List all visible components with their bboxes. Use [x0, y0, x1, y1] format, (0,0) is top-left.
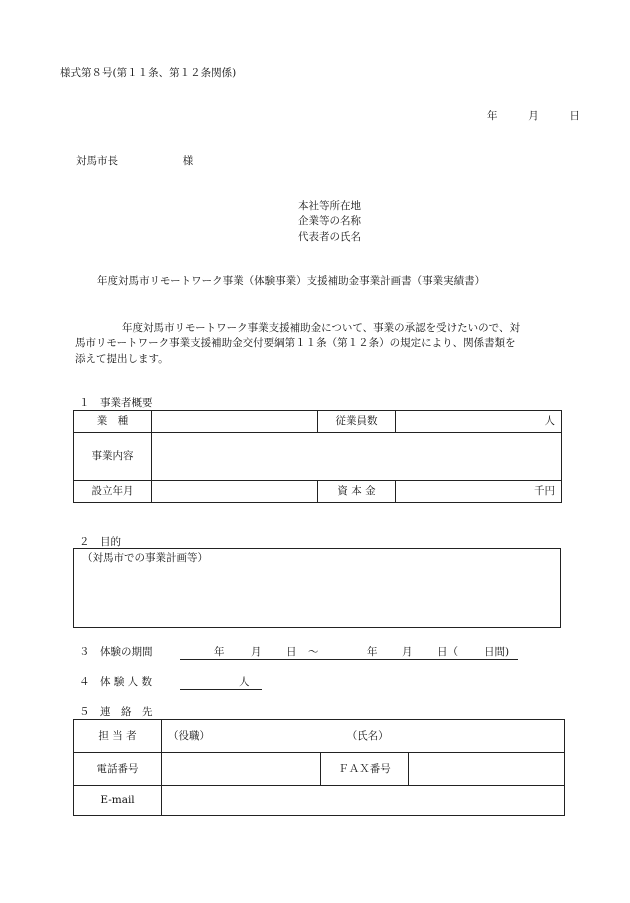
fax-field[interactable] — [409, 753, 565, 786]
section1-heading: １ 事業者概要 — [79, 397, 153, 409]
purpose-hint: （対馬市での事業計画等） — [82, 552, 208, 564]
contact-person-field[interactable] — [162, 720, 565, 753]
applicant-company-label: 企業等の名称 — [298, 215, 361, 227]
contact-person-label: 担 当 者 — [74, 720, 162, 753]
industry-field[interactable] — [152, 411, 318, 433]
addressee-honorific: 様 — [182, 155, 194, 167]
applicant-representative-label: 代表者の氏名 — [298, 231, 361, 243]
section5-heading: ５ 連 絡 先 — [79, 706, 153, 718]
period-from-month: 月 — [251, 646, 262, 658]
employees-field[interactable] — [396, 411, 562, 433]
period-to-year: 年 — [367, 646, 378, 658]
addressee-name: 対馬市長 — [76, 155, 118, 167]
fax-label: ＦＡＸ番号 — [321, 753, 409, 786]
period-to-month: 月 — [402, 646, 413, 658]
period-to-day: 日（ — [437, 646, 458, 658]
business-content-label: 事業内容 — [74, 433, 152, 481]
capital-label: 資 本 金 — [318, 481, 396, 503]
purpose-field[interactable] — [73, 548, 561, 628]
period-from-day: 日 — [286, 646, 297, 658]
participants-unit: 人 — [239, 676, 250, 688]
body-paragraph — [75, 321, 573, 367]
employees-unit: 人 — [544, 415, 555, 428]
email-field[interactable] — [162, 786, 565, 816]
email-label: E-mail — [74, 786, 162, 816]
period-tilde: ～ — [308, 646, 319, 658]
capital-unit: 千円 — [534, 485, 555, 498]
position-label: （役職） — [168, 729, 210, 742]
phone-field[interactable] — [162, 753, 321, 786]
established-label: 設立年月 — [74, 481, 152, 503]
period-days-label: 日間) — [484, 646, 510, 658]
participants-underline[interactable] — [180, 689, 262, 690]
body-line: 添えて提出します。 — [75, 352, 169, 365]
established-field[interactable] — [152, 481, 318, 503]
section3-heading: ３ 体験の期間 — [79, 646, 153, 658]
business-content-field[interactable] — [152, 433, 562, 481]
date-line — [487, 111, 580, 122]
applicant-address-label: 本社等所在地 — [298, 200, 361, 212]
section2-heading: ２ 目的 — [79, 536, 121, 548]
capital-field[interactable] — [396, 481, 562, 503]
phone-label: 電話番号 — [74, 753, 162, 786]
body-line: 年度対馬市リモートワーク事業支援補助金について、事業の承認を受けたいので、対 — [122, 322, 520, 334]
addressee — [76, 156, 193, 167]
body-line: 馬市リモートワーク事業支援補助金交付要綱第１１条（第１２条）の規定により、関係書類を — [75, 337, 516, 350]
period-from-year: 年 — [214, 646, 225, 658]
period-underline — [180, 659, 518, 660]
document-title: 年度対馬市リモートワーク事業（体験事業）支援補助金事業計画書（事業実績書） — [97, 275, 486, 287]
date-month-label: 月 — [528, 110, 539, 122]
date-year-label: 年 — [487, 110, 498, 122]
form-number: 様式第８号(第１１条、第１２条関係) — [60, 67, 237, 79]
business-overview-table — [73, 410, 562, 503]
section4-heading: ４ 体 験 人 数 — [79, 676, 153, 688]
industry-label: 業 種 — [74, 411, 152, 433]
employees-label: 従業員数 — [318, 411, 396, 433]
contact-table — [73, 719, 565, 816]
date-day-label: 日 — [569, 110, 580, 122]
name-label: （氏名） — [346, 729, 389, 742]
